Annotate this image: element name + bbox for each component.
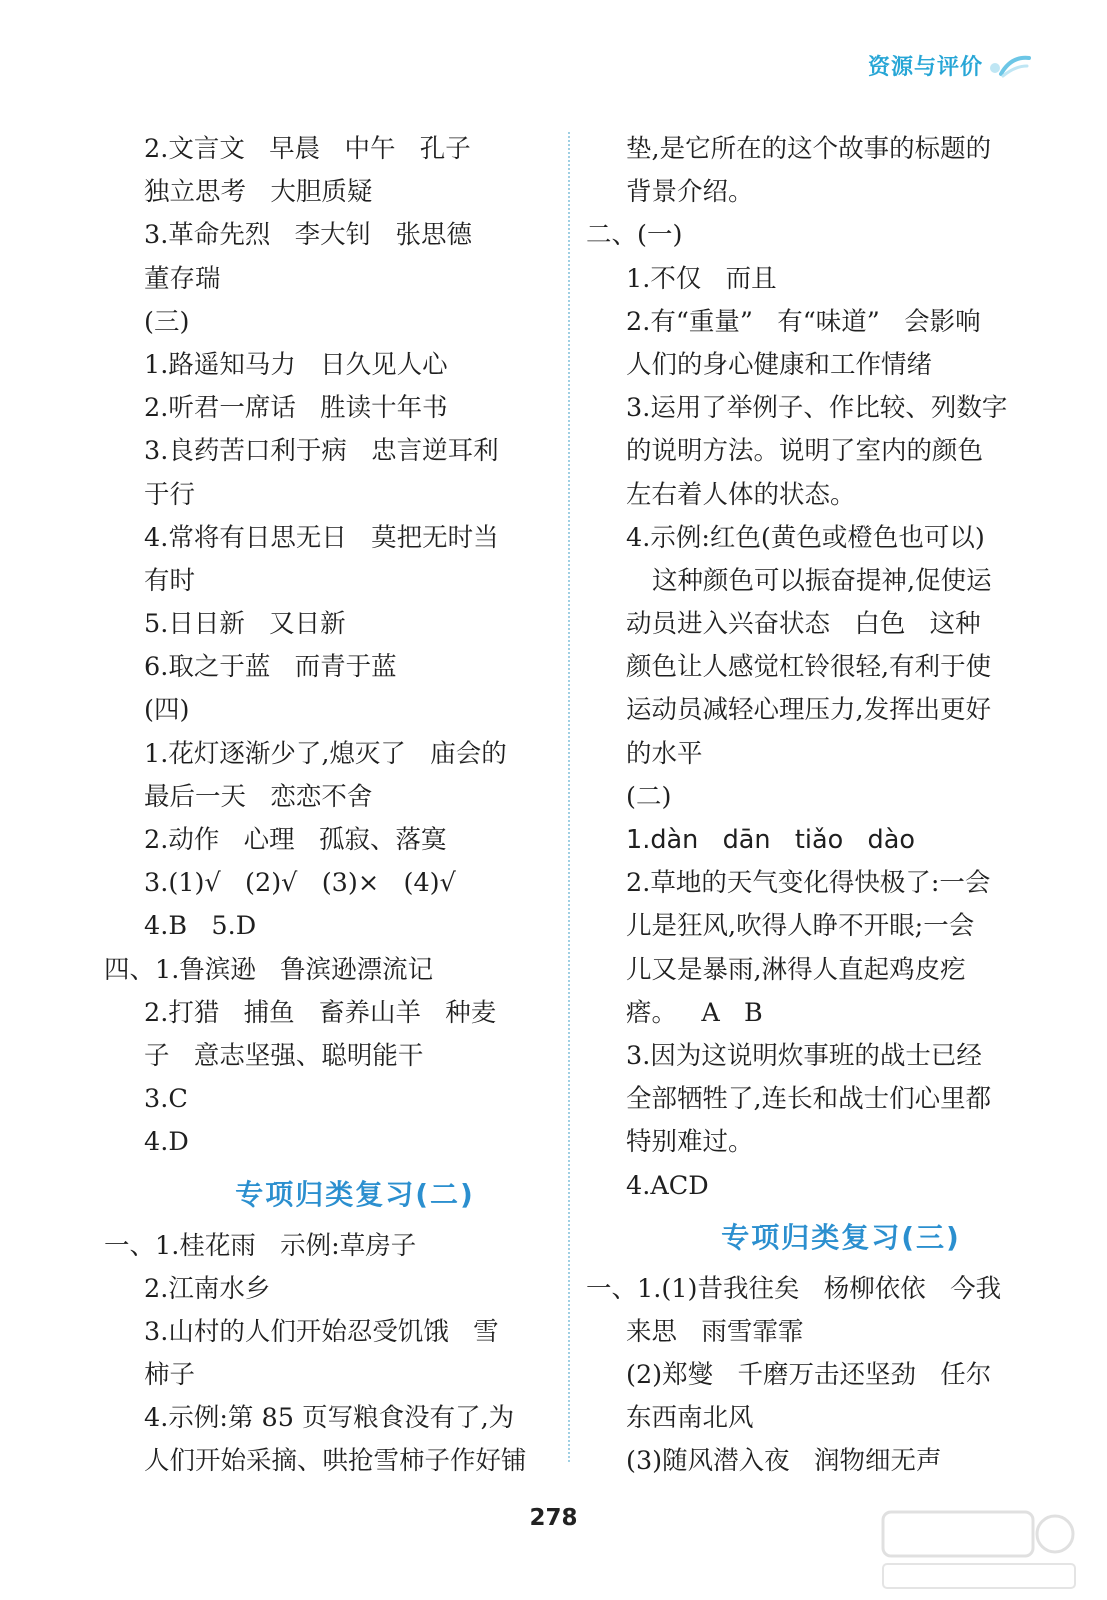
answer-line: 2.文言文 早晨 中午 孔子 xyxy=(144,134,471,164)
answer-line: 东西南北风 xyxy=(626,1403,754,1434)
answer-line: 儿又是暴雨,淋得人直起鸡皮疙 xyxy=(626,954,966,985)
answer-line: 背景介绍。 xyxy=(626,177,754,208)
header-decoration-icon xyxy=(989,52,1031,80)
answer-line: 1.不仅 而且 xyxy=(626,263,777,294)
answer-line: 人们开始采摘、哄抢雪柿子作好铺 xyxy=(144,1446,527,1477)
answer-line: 左右着人体的状态。 xyxy=(626,479,856,510)
answer-line: 2.有“重量” 有“味道” 会影响 xyxy=(626,306,981,337)
answer-line: 3.革命先烈 李大钊 张思德 xyxy=(144,220,472,251)
section-heading: 专项归类复习(三) xyxy=(721,1220,961,1254)
answer-line: 2.听君一席话 胜读十年书 xyxy=(144,393,448,424)
answer-line: 有时 xyxy=(144,565,196,596)
answer-line: 1.花灯逐渐少了,熄灭了 庙会的 xyxy=(144,738,507,769)
section-heading: 专项归类复习(二) xyxy=(235,1177,475,1211)
page-number: 278 xyxy=(529,1505,578,1531)
answer-line: 1.路遥知马力 日久见人心 xyxy=(144,349,448,380)
section-line: 一、1.桂花雨 示例:草房子 xyxy=(104,1230,417,1261)
header-title: 资源与评价 xyxy=(867,55,983,80)
answer-line: 3.因为这说明炊事班的战士已经 xyxy=(626,1040,982,1071)
answer-line: 的说明方法。说明了室内的颜色 xyxy=(626,436,984,467)
answer-line: 来思 雨雪霏霏 xyxy=(626,1316,804,1347)
section-line: 一、1.(1)昔我往矣 杨柳依依 今我 xyxy=(586,1273,1002,1304)
answer-line: 董存瑞 xyxy=(144,263,221,294)
answer-line: (2)郑燮 千磨万击还坚劲 任尔 xyxy=(626,1360,992,1391)
answer-line: 全部牺牲了,连长和战士们心里都 xyxy=(626,1084,992,1115)
answer-line: 儿是狂风,吹得人睁不开眼;一会 xyxy=(626,911,975,942)
answer-line: 3.C xyxy=(144,1084,188,1115)
answer-line: 2.打猎 捕鱼 畜养山羊 种麦 xyxy=(144,997,497,1028)
answer-line: 最后一天 恋恋不舍 xyxy=(144,781,373,812)
answer-line: 运动员减轻心理压力,发挥出更好 xyxy=(626,695,992,726)
answer-line: 垫,是它所在的这个故事的标题的 xyxy=(626,134,992,164)
answer-line: 颜色让人感觉杠铃很轻,有利于使 xyxy=(626,652,992,683)
answer-line: 4.示例:第 85 页写粮食没有了,为 xyxy=(144,1403,515,1434)
answer-line: 2.动作 心理 孤寂、落寞 xyxy=(144,825,447,855)
answer-line: 2.江南水乡 xyxy=(144,1273,271,1304)
watermark-logo-icon xyxy=(879,1506,1079,1592)
answer-line: 瘩。 A B xyxy=(626,997,763,1028)
answer-line: 3.(1)√ (2)√ (3)× (4)√ xyxy=(144,868,456,899)
answer-line: 人们的身心健康和工作情绪 xyxy=(626,349,933,380)
answer-line: 于行 xyxy=(144,479,196,510)
column-divider xyxy=(568,132,570,1462)
subsection-label: (四) xyxy=(144,695,190,726)
answer-line: 4.B 5.D xyxy=(144,911,257,942)
answer-line: 3.良药苦口利于病 忠言逆耳利 xyxy=(144,436,499,467)
answer-line: 柿子 xyxy=(144,1360,196,1391)
subsection-label: (三) xyxy=(144,306,190,337)
answer-line: 3.运用了举例子、作比较、列数字 xyxy=(626,393,1008,424)
section-line: 二、(一) xyxy=(586,220,683,251)
answer-line: 独立思考 大胆质疑 xyxy=(144,177,373,208)
answer-line: 4.示例:红色(黄色或橙色也可以) xyxy=(626,522,985,553)
answer-line: 6.取之于蓝 而青于蓝 xyxy=(144,652,397,683)
answer-line: 3.山村的人们开始忍受饥饿 雪 xyxy=(144,1316,499,1347)
answer-line: 4.ACD xyxy=(626,1170,709,1201)
answer-line: 2.草地的天气变化得快极了:一会 xyxy=(626,868,991,899)
left-column xyxy=(104,128,566,1484)
page-header xyxy=(868,50,1031,81)
answer-line: 的水平 xyxy=(626,738,703,769)
subsection-label: (二) xyxy=(626,781,672,812)
answer-line: 这种颜色可以振奋提神,促使运 xyxy=(652,565,992,596)
answer-line: 4.D xyxy=(144,1127,189,1158)
answer-line: (3)随风潜入夜 润物细无声 xyxy=(626,1446,942,1477)
section-line: 四、1.鲁滨逊 鲁滨逊漂流记 xyxy=(104,954,434,985)
answer-line: 特别难过。 xyxy=(626,1127,754,1158)
answer-line: 动员进入兴奋状态 白色 这种 xyxy=(626,609,981,640)
right-column xyxy=(586,128,1056,1484)
answer-line: 5.日日新 又日新 xyxy=(144,609,346,640)
answer-line: 4.常将有日思无日 莫把无时当 xyxy=(144,522,499,553)
answer-line: 子 意志坚强、聪明能干 xyxy=(144,1040,424,1071)
pinyin-answer-line: 1.dàn dān tiǎo dào xyxy=(626,825,915,855)
